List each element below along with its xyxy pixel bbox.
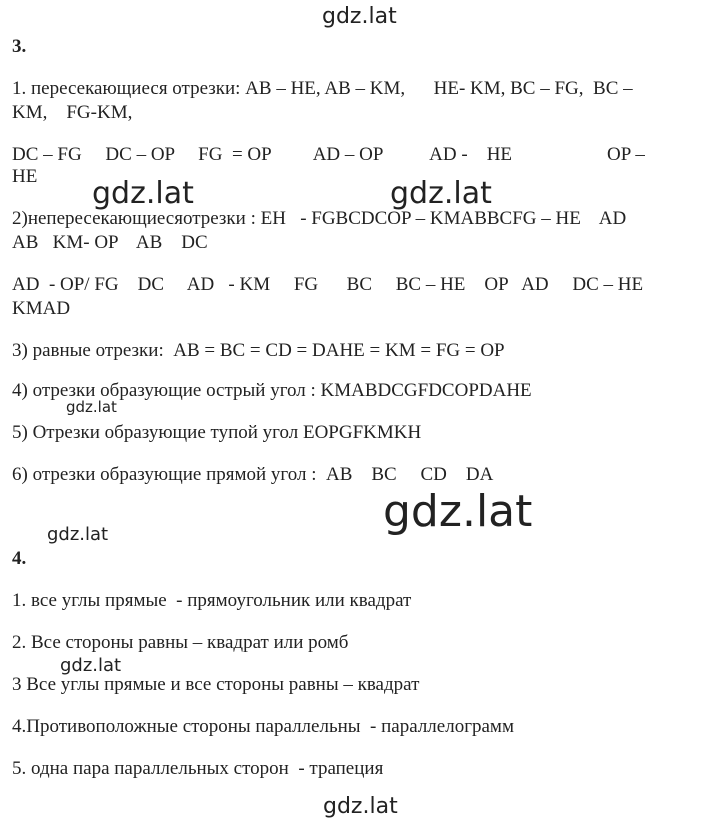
watermark-small-3: gdz.lat (60, 655, 122, 676)
task3-number: 3. (12, 36, 27, 57)
task3-item5: 5) Отрезки образующие тупой угол EOPGFKMKH (12, 422, 422, 443)
task3-item2-line2: AB KM- OP AB DC (12, 232, 208, 253)
task3-item2-line4: KMAD (12, 298, 71, 319)
task4-item5: 5. одна пара параллельных сторон - трапеция (12, 758, 384, 779)
task3-item3: 3) равные отрезки: AB = BC = CD = DAHE = KM = FG = OP (12, 340, 505, 361)
watermark-mid-right: gdz.lat (390, 176, 492, 211)
task4-number: 4. (12, 548, 27, 569)
task3-item1-line2: KM, FG-KM, (12, 102, 133, 123)
task3-item4: 4) отрезки образующие острый угол : KMABDCGFDCOPDAHE (12, 380, 532, 401)
watermark-small-2: gdz.lat (47, 524, 109, 545)
task3-item1-line4: HE (12, 166, 38, 187)
task3-item1-line1: 1. пересекающиеся отрезки: AB – HE, AB – KM, HE- KM, BC – FG, BC – (12, 78, 633, 99)
watermark-small-1: gdz.lat (66, 398, 117, 416)
task3-item1-line3: DC – FG DC – OP FG = OP AD – OP AD - HE OP – (12, 144, 645, 165)
watermark-top: gdz.lat (322, 4, 397, 29)
watermark-mid-left: gdz.lat (92, 176, 194, 211)
task4-item3: 3 Все углы прямые и все стороны равны – квадрат (12, 674, 420, 695)
watermark-bottom: gdz.lat (323, 794, 398, 819)
task4-item1: 1. все углы прямые - прямоугольник или квадрат (12, 590, 412, 611)
task3-item2-line1: 2)непересекающиесяотрезки : EH - FGBCDCOP – KMABBCFG – HE AD (12, 208, 627, 229)
task4-item2: 2. Все стороны равны – квадрат или ромб (12, 632, 349, 653)
task4-item4: 4.Противоположные стороны параллельны - параллелограмм (12, 716, 514, 737)
task3-item6: 6) отрезки образующие прямой угол : AB BC CD DA (12, 464, 494, 485)
task3-item2-line3: AD - OP/ FG DC AD - KM FG BC BC – HE OP AD DC – HE (12, 274, 644, 295)
watermark-large: gdz.lat (383, 486, 533, 537)
